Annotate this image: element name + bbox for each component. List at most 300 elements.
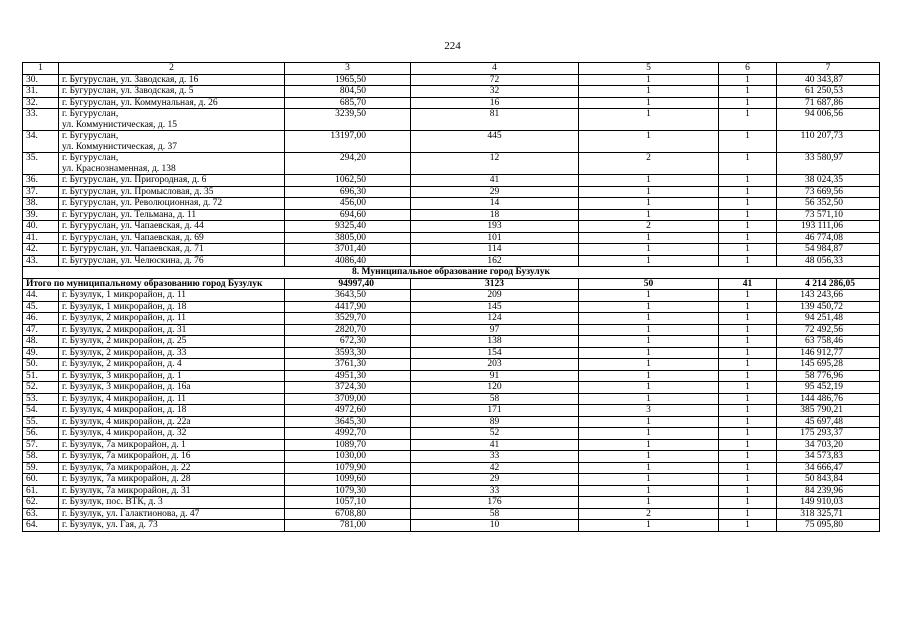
table-row xyxy=(23,520,880,532)
table-row xyxy=(23,359,880,371)
address-line: г. Бузулук, 4 микрорайон, д. 32 xyxy=(62,428,187,438)
row-cost: 56 352,50 xyxy=(777,198,880,210)
row-number: 37. xyxy=(23,186,59,198)
row-address xyxy=(59,336,285,348)
row-residents: 171 xyxy=(411,405,579,417)
row-col6: 1 xyxy=(719,255,777,267)
address-line: г. Бузулук, ул. Гая, д. 73 xyxy=(62,520,158,530)
row-col6: 1 xyxy=(719,508,777,520)
row-col5: 1 xyxy=(579,439,719,451)
row-col6: 1 xyxy=(719,290,777,302)
row-area: 781,00 xyxy=(285,520,411,532)
row-residents: 29 xyxy=(411,186,579,198)
row-number: 50. xyxy=(23,359,59,371)
row-cost: 95 452,19 xyxy=(777,382,880,394)
row-number: 53. xyxy=(23,393,59,405)
row-area: 2820,70 xyxy=(285,324,411,336)
register-table xyxy=(22,62,880,532)
address-line: г. Бузулук, 1 микрорайон, д. 11 xyxy=(62,290,186,300)
row-col5: 1 xyxy=(579,313,719,325)
row-address xyxy=(59,508,285,520)
row-area: 3593,30 xyxy=(285,347,411,359)
row-area: 6708,80 xyxy=(285,508,411,520)
row-address xyxy=(59,485,285,497)
row-cost: 34 703,20 xyxy=(777,439,880,451)
table-row xyxy=(23,198,880,210)
row-residents: 97 xyxy=(411,324,579,336)
row-cost: 61 250,53 xyxy=(777,86,880,98)
row-col6: 1 xyxy=(719,382,777,394)
row-cost: 94 251,48 xyxy=(777,313,880,325)
row-cost: 58 776,96 xyxy=(777,370,880,382)
row-col5: 1 xyxy=(579,520,719,532)
row-number: 62. xyxy=(23,497,59,509)
table-row xyxy=(23,416,880,428)
address-line: г. Бугуруслан, ул. Коммунальная, д. 26 xyxy=(62,97,218,108)
row-number: 59. xyxy=(23,462,59,474)
row-residents: 203 xyxy=(411,359,579,371)
row-address xyxy=(59,131,285,153)
row-number: 32. xyxy=(23,97,59,109)
row-address xyxy=(59,97,285,109)
row-number: 30. xyxy=(23,74,59,86)
row-col6: 1 xyxy=(719,244,777,256)
row-cost: 73 669,56 xyxy=(777,186,880,198)
row-col6: 1 xyxy=(719,97,777,109)
row-residents: 72 xyxy=(411,74,579,86)
row-number: 40. xyxy=(23,221,59,233)
address-line: г. Бузулук, 2 микрорайон, д. 4 xyxy=(62,359,182,369)
row-area: 4417,90 xyxy=(285,301,411,313)
row-area: 1030,00 xyxy=(285,451,411,463)
row-area: 4086,40 xyxy=(285,255,411,267)
row-residents: 193 xyxy=(411,221,579,233)
row-residents: 33 xyxy=(411,485,579,497)
row-col5: 3 xyxy=(579,405,719,417)
table-row xyxy=(23,497,880,509)
table-row xyxy=(23,175,880,187)
row-col6: 1 xyxy=(719,186,777,198)
address-line: г. Бузулук, 2 микрорайон, д. 11 xyxy=(62,313,186,323)
row-area: 696,30 xyxy=(285,186,411,198)
table-row xyxy=(23,221,880,233)
table-row xyxy=(23,451,880,463)
table-row xyxy=(23,439,880,451)
row-col5: 2 xyxy=(579,153,719,175)
row-col5: 1 xyxy=(579,485,719,497)
row-residents: 176 xyxy=(411,497,579,509)
row-col6: 1 xyxy=(719,209,777,221)
address-line: г. Бузулук, 7а микрорайон, д. 31 xyxy=(62,485,191,496)
row-area: 3724,30 xyxy=(285,382,411,394)
table-row xyxy=(23,153,880,175)
row-col5: 1 xyxy=(579,198,719,210)
table-row xyxy=(23,97,880,109)
row-col5: 1 xyxy=(579,74,719,86)
row-address xyxy=(59,198,285,210)
row-address xyxy=(59,186,285,198)
row-residents: 42 xyxy=(411,462,579,474)
row-col5: 1 xyxy=(579,474,719,486)
row-address xyxy=(59,175,285,187)
table-row xyxy=(23,186,880,198)
row-number: 56. xyxy=(23,428,59,440)
row-residents: 16 xyxy=(411,97,579,109)
row-area: 13197,00 xyxy=(285,131,411,153)
table-row xyxy=(23,324,880,336)
row-number: 35. xyxy=(23,153,59,175)
address-line: г. Бузулук, 2 микрорайон, д. 33 xyxy=(62,347,187,358)
row-address xyxy=(59,405,285,417)
row-residents: 41 xyxy=(411,439,579,451)
address-line: ул. Коммунистическая, д. 37 xyxy=(62,141,177,152)
row-col5: 1 xyxy=(579,428,719,440)
row-cost: 110 207,73 xyxy=(777,131,880,153)
row-col6: 1 xyxy=(719,416,777,428)
row-col6: 1 xyxy=(719,439,777,451)
row-col6: 1 xyxy=(719,474,777,486)
row-cost: 84 239,96 xyxy=(777,485,880,497)
row-col6: 1 xyxy=(719,497,777,509)
row-col6: 1 xyxy=(719,175,777,187)
row-number: 33. xyxy=(23,109,59,131)
row-number: 57. xyxy=(23,439,59,451)
table-row xyxy=(23,393,880,405)
row-area: 9325,40 xyxy=(285,221,411,233)
row-address xyxy=(59,109,285,131)
row-residents: 154 xyxy=(411,347,579,359)
table-row xyxy=(23,370,880,382)
row-col5: 1 xyxy=(579,97,719,109)
row-cost: 318 325,71 xyxy=(777,508,880,520)
row-cost: 139 450,72 xyxy=(777,301,880,313)
row-address xyxy=(59,439,285,451)
row-col5: 1 xyxy=(579,416,719,428)
row-address xyxy=(59,153,285,175)
table-row xyxy=(23,255,880,267)
table-row xyxy=(23,313,880,325)
total-label: Итого по муниципальному образованию город Бузулук xyxy=(23,278,285,290)
address-line: г. Бузулук, 3 микрорайон, д. 16а xyxy=(62,382,191,392)
row-cost: 63 758,46 xyxy=(777,336,880,348)
table-row xyxy=(23,209,880,221)
row-cost: 48 056,33 xyxy=(777,255,880,267)
address-line: г. Бугуруслан, ул. Заводская, д. 5 xyxy=(62,86,194,96)
row-residents: 120 xyxy=(411,382,579,394)
row-address xyxy=(59,359,285,371)
row-area: 685,70 xyxy=(285,97,411,109)
row-address xyxy=(59,428,285,440)
row-col5: 1 xyxy=(579,109,719,131)
row-address xyxy=(59,347,285,359)
address-line: ул. Коммунистическая, д. 15 xyxy=(62,119,177,130)
row-address xyxy=(59,74,285,86)
row-residents: 32 xyxy=(411,86,579,98)
row-number: 61. xyxy=(23,485,59,497)
address-line: г. Бугуруслан, xyxy=(62,153,119,163)
row-number: 36. xyxy=(23,175,59,187)
row-number: 60. xyxy=(23,474,59,486)
table-row xyxy=(23,474,880,486)
row-col6: 1 xyxy=(719,359,777,371)
table-row xyxy=(23,86,880,98)
address-line: г. Бугуруслан, ул. Пригородная, д. 6 xyxy=(62,175,207,185)
row-cost: 33 580,97 xyxy=(777,153,880,175)
row-cost: 45 697,48 xyxy=(777,416,880,428)
address-line: г. Бузулук, 2 микрорайон, д. 25 xyxy=(62,336,187,346)
row-residents: 124 xyxy=(411,313,579,325)
row-residents: 101 xyxy=(411,232,579,244)
row-col5: 2 xyxy=(579,508,719,520)
row-cost: 75 095,80 xyxy=(777,520,880,532)
row-address xyxy=(59,520,285,532)
row-residents: 52 xyxy=(411,428,579,440)
row-col6: 1 xyxy=(719,451,777,463)
row-number: 41. xyxy=(23,232,59,244)
row-col6: 1 xyxy=(719,74,777,86)
row-col6: 1 xyxy=(719,86,777,98)
row-residents: 89 xyxy=(411,416,579,428)
row-col6: 1 xyxy=(719,370,777,382)
row-area: 3529,70 xyxy=(285,313,411,325)
table-row xyxy=(23,336,880,348)
row-area: 1079,30 xyxy=(285,485,411,497)
address-line: г. Бугуруслан, ул. Промысловая, д. 35 xyxy=(62,186,214,197)
row-col6: 1 xyxy=(719,393,777,405)
row-cost: 385 790,21 xyxy=(777,405,880,417)
total-cost: 4 214 286,05 xyxy=(777,278,880,290)
row-col5: 1 xyxy=(579,232,719,244)
address-line: г. Бузулук, 1 микрорайон, д. 18 xyxy=(62,301,187,312)
address-line: г. Бузулук, 4 микрорайон, д. 18 xyxy=(62,405,187,415)
total-col5: 50 xyxy=(579,278,719,290)
row-address xyxy=(59,393,285,405)
table-row xyxy=(23,382,880,394)
row-area: 4972,60 xyxy=(285,405,411,417)
row-address xyxy=(59,86,285,98)
row-cost: 149 910,03 xyxy=(777,497,880,509)
row-address xyxy=(59,313,285,325)
table-row xyxy=(23,485,880,497)
row-col5: 1 xyxy=(579,462,719,474)
row-col5: 1 xyxy=(579,347,719,359)
row-area: 1057,10 xyxy=(285,497,411,509)
row-cost: 54 984,87 xyxy=(777,244,880,256)
row-residents: 29 xyxy=(411,474,579,486)
row-col5: 1 xyxy=(579,382,719,394)
table-row xyxy=(23,405,880,417)
row-col5: 1 xyxy=(579,370,719,382)
row-col5: 1 xyxy=(579,393,719,405)
row-col6: 1 xyxy=(719,462,777,474)
row-area: 3709,00 xyxy=(285,393,411,405)
row-residents: 445 xyxy=(411,131,579,153)
row-residents: 209 xyxy=(411,290,579,302)
row-col5: 1 xyxy=(579,324,719,336)
row-residents: 58 xyxy=(411,393,579,405)
row-col6: 1 xyxy=(719,520,777,532)
header-cell: 2 xyxy=(59,63,285,75)
row-residents: 41 xyxy=(411,175,579,187)
row-col5: 1 xyxy=(579,301,719,313)
row-number: 42. xyxy=(23,244,59,256)
row-residents: 145 xyxy=(411,301,579,313)
row-area: 456,00 xyxy=(285,198,411,210)
total-area: 94997,40 xyxy=(285,278,411,290)
row-col5: 1 xyxy=(579,131,719,153)
row-residents: 10 xyxy=(411,520,579,532)
row-cost: 72 492,56 xyxy=(777,324,880,336)
row-area: 3701,40 xyxy=(285,244,411,256)
row-cost: 193 111,06 xyxy=(777,221,880,233)
table-row xyxy=(23,347,880,359)
row-col5: 1 xyxy=(579,255,719,267)
row-cost: 46 774,08 xyxy=(777,232,880,244)
row-col6: 1 xyxy=(719,485,777,497)
row-residents: 162 xyxy=(411,255,579,267)
row-area: 1062,50 xyxy=(285,175,411,187)
table-row xyxy=(23,462,880,474)
row-col6: 1 xyxy=(719,131,777,153)
row-number: 45. xyxy=(23,301,59,313)
row-address xyxy=(59,232,285,244)
row-col6: 1 xyxy=(719,324,777,336)
page-number: 224 xyxy=(444,40,461,52)
row-residents: 58 xyxy=(411,508,579,520)
row-address xyxy=(59,301,285,313)
total-col6: 41 xyxy=(719,278,777,290)
row-col5: 1 xyxy=(579,209,719,221)
header-cell: 5 xyxy=(579,63,719,75)
row-area: 294,20 xyxy=(285,153,411,175)
row-number: 51. xyxy=(23,370,59,382)
row-address xyxy=(59,244,285,256)
table-row xyxy=(23,428,880,440)
table-row xyxy=(23,74,880,86)
row-cost: 145 695,28 xyxy=(777,359,880,371)
row-number: 39. xyxy=(23,209,59,221)
row-area: 4992,70 xyxy=(285,428,411,440)
row-address xyxy=(59,209,285,221)
row-address xyxy=(59,255,285,267)
address-line: г. Бузулук, 2 микрорайон, д. 31 xyxy=(62,324,187,335)
row-area: 672,30 xyxy=(285,336,411,348)
section-row xyxy=(23,267,880,279)
table-row xyxy=(23,508,880,520)
address-line: ул. Краснознаменная, д. 138 xyxy=(62,163,176,174)
header-cell: 6 xyxy=(719,63,777,75)
row-col5: 2 xyxy=(579,221,719,233)
row-number: 64. xyxy=(23,520,59,532)
row-number: 34. xyxy=(23,131,59,153)
row-area: 804,50 xyxy=(285,86,411,98)
row-col6: 1 xyxy=(719,301,777,313)
row-number: 47. xyxy=(23,324,59,336)
table-row xyxy=(23,290,880,302)
row-col5: 1 xyxy=(579,336,719,348)
row-col6: 1 xyxy=(719,428,777,440)
address-line: г. Бугуруслан, ул. Чапаевская, д. 69 xyxy=(62,232,204,243)
table-body xyxy=(23,63,880,532)
address-line: г. Бугуруслан, ул. Революционная, д. 72 xyxy=(62,198,223,208)
row-area: 1099,60 xyxy=(285,474,411,486)
row-cost: 71 687,86 xyxy=(777,97,880,109)
row-residents: 12 xyxy=(411,153,579,175)
address-line: г. Бузулук, 7а микрорайон, д. 16 xyxy=(62,451,191,461)
row-address xyxy=(59,382,285,394)
row-cost: 144 486,76 xyxy=(777,393,880,405)
row-area: 3645,30 xyxy=(285,416,411,428)
row-col5: 1 xyxy=(579,244,719,256)
address-line: г. Бузулук, 4 микрорайон, д. 11 xyxy=(62,393,186,404)
row-col6: 1 xyxy=(719,347,777,359)
row-number: 63. xyxy=(23,508,59,520)
address-line: г. Бузулук, 3 микрорайон, д. 1 xyxy=(62,370,182,381)
row-cost: 38 024,35 xyxy=(777,175,880,187)
row-residents: 33 xyxy=(411,451,579,463)
row-address xyxy=(59,221,285,233)
table-row xyxy=(23,301,880,313)
row-number: 46. xyxy=(23,313,59,325)
address-line: г. Бугуруслан, ул. Тельмана, д. 11 xyxy=(62,209,197,220)
row-col6: 1 xyxy=(719,336,777,348)
address-line: г. Бугуруслан, ул. Чапаевская, д. 44 xyxy=(62,221,204,231)
address-line: г. Бугуруслан, ул. Чапаевская, д. 71 xyxy=(62,244,204,254)
row-address xyxy=(59,416,285,428)
row-address xyxy=(59,290,285,302)
header-cell: 3 xyxy=(285,63,411,75)
row-col5: 1 xyxy=(579,186,719,198)
row-col6: 1 xyxy=(719,232,777,244)
row-cost: 175 293,37 xyxy=(777,428,880,440)
row-col5: 1 xyxy=(579,497,719,509)
row-area: 3761,30 xyxy=(285,359,411,371)
total-row xyxy=(23,278,880,290)
address-line: г. Бузулук, 4 микрорайон, д. 22а xyxy=(62,416,191,427)
row-cost: 73 571,10 xyxy=(777,209,880,221)
address-line: г. Бузулук, 7а микрорайон, д. 22 xyxy=(62,462,191,473)
address-line: г. Бугуруслан, ул. Заводская, д. 16 xyxy=(62,74,199,85)
row-area: 3643,50 xyxy=(285,290,411,302)
row-number: 38. xyxy=(23,198,59,210)
row-cost: 50 843,84 xyxy=(777,474,880,486)
column-number-row xyxy=(23,63,880,75)
row-cost: 40 343,87 xyxy=(777,74,880,86)
row-col6: 1 xyxy=(719,405,777,417)
row-number: 55. xyxy=(23,416,59,428)
row-address xyxy=(59,451,285,463)
row-col6: 1 xyxy=(719,109,777,131)
address-line: г. Бугуруслан, ул. Челюскина, д. 76 xyxy=(62,255,204,266)
row-number: 31. xyxy=(23,86,59,98)
row-cost: 34 573,83 xyxy=(777,451,880,463)
row-number: 48. xyxy=(23,336,59,348)
row-col5: 1 xyxy=(579,86,719,98)
row-residents: 91 xyxy=(411,370,579,382)
row-address xyxy=(59,474,285,486)
header-cell: 4 xyxy=(411,63,579,75)
total-residents: 3123 xyxy=(411,278,579,290)
table-row xyxy=(23,131,880,153)
table-row xyxy=(23,232,880,244)
row-area: 4951,30 xyxy=(285,370,411,382)
row-col6: 1 xyxy=(719,221,777,233)
row-residents: 18 xyxy=(411,209,579,221)
row-col6: 1 xyxy=(719,313,777,325)
row-residents: 114 xyxy=(411,244,579,256)
address-line: г. Бузулук, 7а микрорайон, д. 28 xyxy=(62,474,191,484)
row-cost: 146 912,77 xyxy=(777,347,880,359)
